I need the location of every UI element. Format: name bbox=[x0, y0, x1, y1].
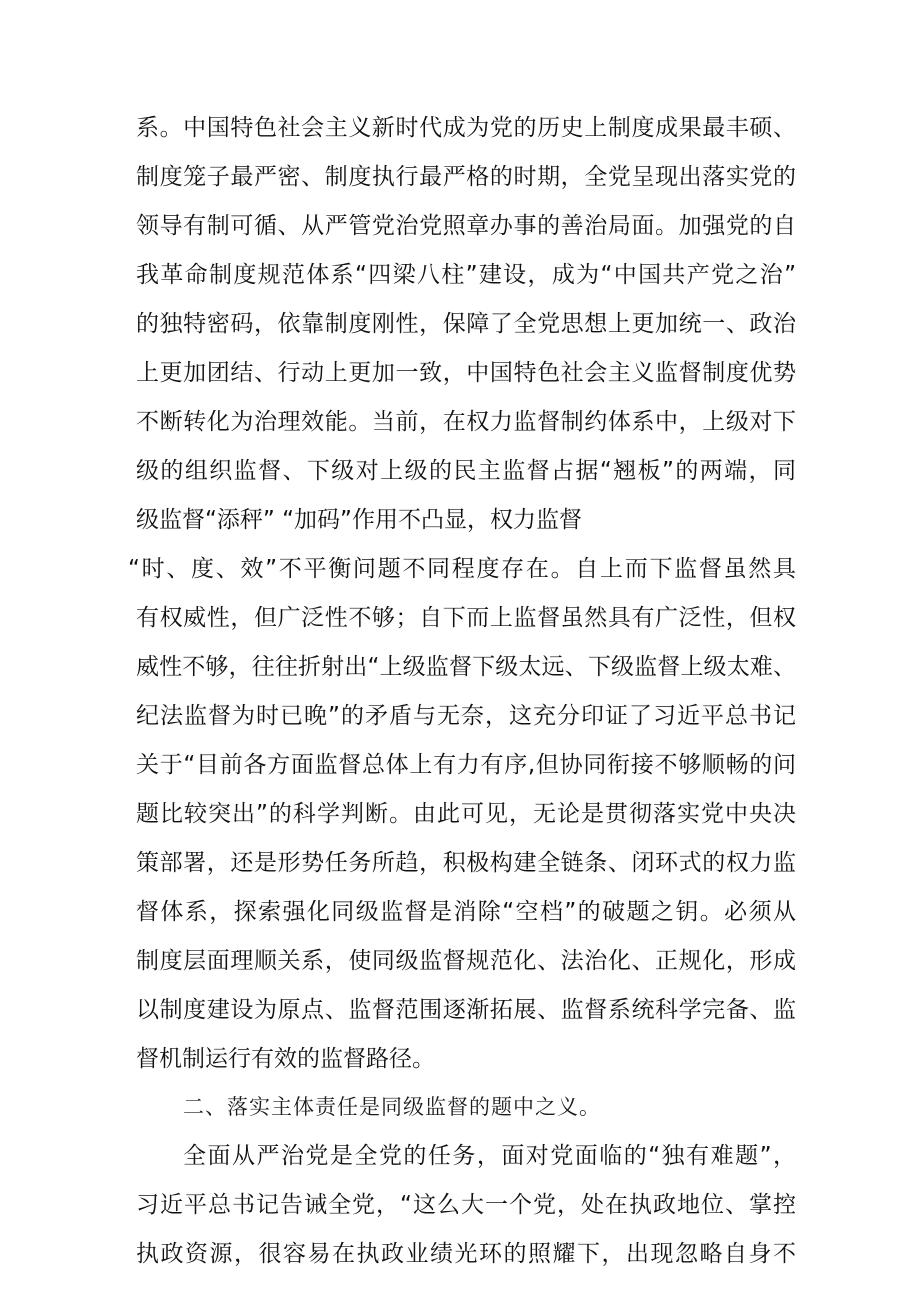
paragraph-2-line: 以制度建设为原点、监督范围逐渐拓展、监督系统科学完备、监 bbox=[136, 997, 796, 1023]
paragraph-1-line: 级的组织监督、下级对上级的民主监督占据“翘板”的两端，同 bbox=[136, 458, 796, 484]
section-heading: 二、落实主体责任是同级监督的题中之义。 bbox=[183, 1095, 601, 1119]
paragraph-2-line: 制度层面理顺关系，使同级监督规范化、法治化、正规化，形成 bbox=[136, 948, 796, 974]
paragraph-2-line: 有权威性，但广泛性不够；自下而上监督虽然具有广泛性，但权 bbox=[136, 605, 796, 631]
paragraph-1-line: 级监督“添秤” “加码”作用不凸显，权力监督 bbox=[136, 507, 582, 533]
paragraph-3-line: 执政资源，很容易在执政业绩光环的照耀下，出现忽略自身不 bbox=[136, 1241, 796, 1267]
paragraph-2-line: 督机制运行有效的监督路径。 bbox=[136, 1046, 435, 1072]
paragraph-1-line: 制度笼子最严密、制度执行最严格的时期，全党呈现出落实党的 bbox=[136, 164, 796, 190]
paragraph-1-line: 不断转化为治理效能。当前，在权力监督制约体系中，上级对下 bbox=[136, 409, 796, 435]
paragraph-1-line: 领导有制可循、从严管党治党照章办事的善治局面。加强党的自 bbox=[136, 213, 796, 239]
paragraph-1-line: 的独特密码，依靠制度刚性，保障了全党思想上更加统一、政治 bbox=[136, 311, 796, 337]
paragraph-3-line: 全面从严治党是全党的任务，面对党面临的“独有难题”， bbox=[183, 1143, 796, 1169]
paragraph-2-line: 关于“目前各方面监督总体上有力有序,但协同衔接不够顺畅的问 bbox=[136, 752, 796, 778]
paragraph-2-line: 题比较突出”的科学判断。由此可见，无论是贯彻落实党中央决 bbox=[136, 801, 796, 827]
paragraph-2-line: 纪法监督为时已晚”的矛盾与无奈，这充分印证了习近平总书记 bbox=[136, 703, 796, 729]
paragraph-2-line: “时、度、效”不平衡问题不同程度存在。自上而下监督虽然具 bbox=[128, 556, 796, 582]
paragraph-2-line: 威性不够，往往折射出“上级监督下级太远、下级监督上级太难、 bbox=[136, 654, 796, 680]
paragraph-2-line: 督体系，探索强化同级监督是消除“空档”的破题之钥。必须从 bbox=[136, 899, 796, 925]
paragraph-1-line: 我革命制度规范体系“四梁八柱”建设，成为“中国共产党之治” bbox=[136, 262, 796, 288]
paragraph-3-line: 习近平总书记告诫全党，“这么大一个党，处在执政地位、掌控 bbox=[136, 1192, 796, 1218]
paragraph-2-line: 策部署，还是形势任务所趋，积极构建全链条、闭环式的权力监 bbox=[136, 850, 796, 876]
paragraph-1-line: 系。中国特色社会主义新时代成为党的历史上制度成果最丰硕、 bbox=[136, 115, 796, 141]
paragraph-1-line: 上更加团结、行动上更加一致，中国特色社会主义监督制度优势 bbox=[136, 360, 796, 386]
